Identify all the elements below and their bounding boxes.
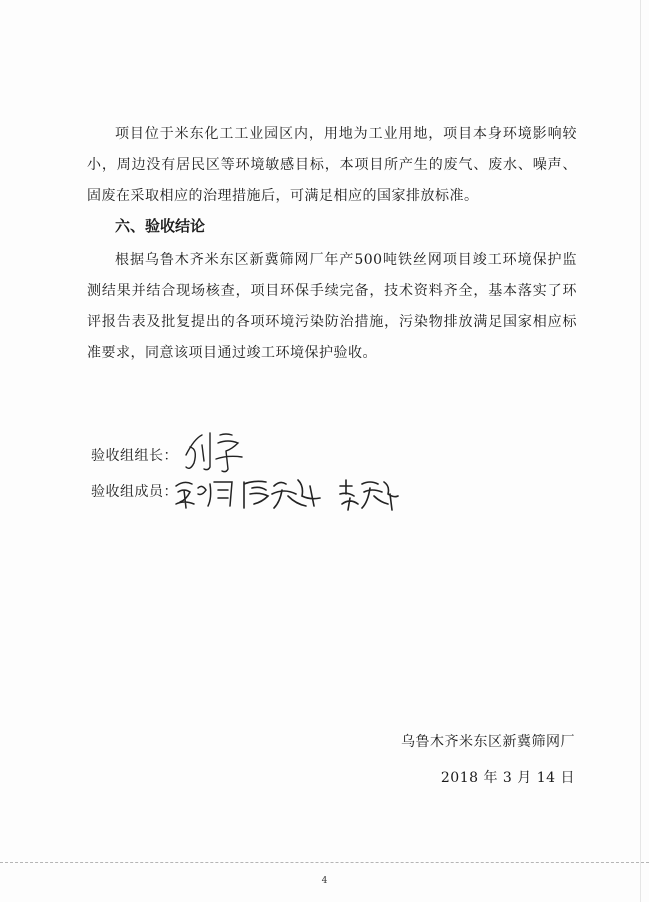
leader-signature xyxy=(180,427,250,477)
page-number: 4 xyxy=(321,876,328,886)
section-heading-conclusion: 六、验收结论 xyxy=(115,217,206,235)
page-edge-line xyxy=(640,0,641,902)
company-name: 乌鲁木齐米东区新冀筛网厂 xyxy=(401,734,575,750)
members-label: 验收组成员： xyxy=(91,484,178,500)
member-signature-2 xyxy=(240,472,326,512)
paragraph-acceptance-conclusion: 根据乌鲁木齐米东区新冀筛网厂年产500吨铁丝网项目竣工环境保护监测结果并结合现场核查，项目环保手续完备，技术资料齐全，基本落实了环评报告表及批复提出的各项环境污染防治措施，污染物排放满足国家相应标准要求，同意该项目通过竣工环境保护验收。 xyxy=(87,252,577,361)
member-signature-1 xyxy=(172,474,238,514)
signature-date: 2018 年 3 月 14 日 xyxy=(440,770,575,786)
member-signature-3 xyxy=(336,474,402,514)
paragraph-project-location: 项目位于米东化工工业园区内，用地为工业用地，项目本身环境影响较小，周边没有居民区等环境敏感目标，本项目所产生的废气、废水、噪声、固废在采取相应的治理措施后，可满足相应的国家排放标准。 xyxy=(87,126,577,204)
leader-label: 验收组组长： xyxy=(91,448,178,464)
footer-divider xyxy=(0,862,649,863)
